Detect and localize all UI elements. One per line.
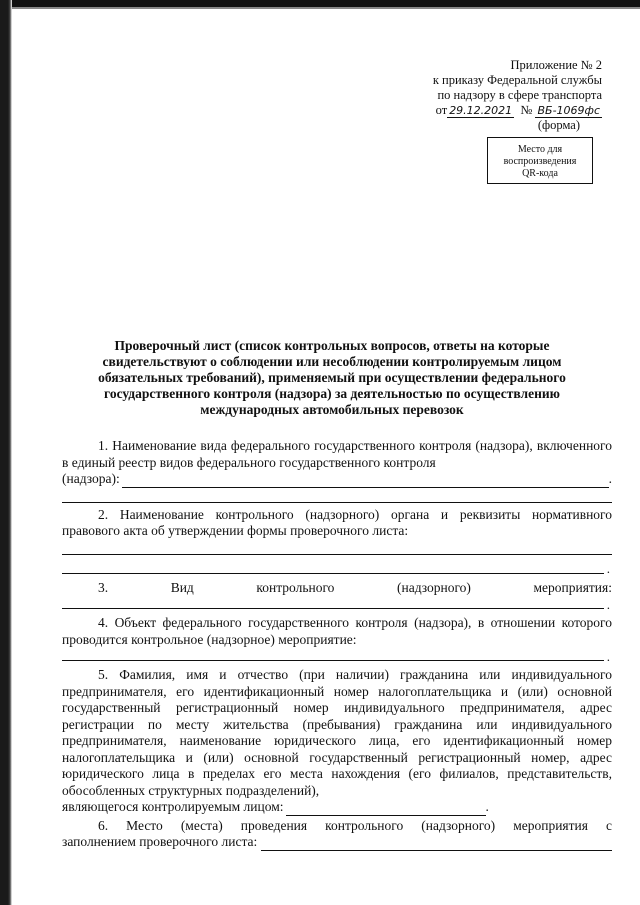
item-2-text: 2. Наименование контрольного (надзорного) органа и реквизиты нормативного правового акта об утверждении формы проверочного листа:: [62, 506, 612, 538]
item-2-field-line-2[interactable]: [62, 561, 612, 576]
item-6-text: 6. Место (места) проведения контрольного (надзорного) мероприятия с: [98, 817, 612, 833]
item-5-period: .: [485, 799, 489, 814]
annex-header: [402, 58, 602, 133]
item-4-period: .: [606, 648, 610, 664]
qr-line-2: воспроизведения: [503, 155, 577, 167]
form-body: [62, 438, 612, 851]
title-line-2: свидетельствуют о соблюдении или несоблюдении контролируемым лицом: [102, 354, 562, 369]
title-line-3: обязательных требований), применяемый при осуществлении федерального: [98, 370, 566, 385]
form-label: (форма): [537, 118, 580, 132]
order-date: 29.12.2021: [449, 104, 513, 117]
item-3-field-line[interactable]: [62, 596, 612, 612]
item-3-period: .: [606, 596, 610, 612]
annex-order-line: к приказу Федеральной службы: [432, 73, 602, 87]
item-4-field-line[interactable]: [62, 648, 612, 664]
item-6-field[interactable]: [261, 838, 612, 851]
item-5-field[interactable]: [286, 803, 486, 816]
number-label: №: [520, 103, 533, 117]
qr-code-placeholder: [487, 137, 593, 184]
title-line-1: Проверочный лист (список контрольных вопросов, ответы на которые: [114, 338, 550, 353]
annex-date-number-line: [402, 103, 602, 118]
title-line-5: международных автомобильных перевозок: [200, 402, 464, 417]
scan-top-edge: [0, 0, 640, 7]
item-1-text-end: (надзора):: [62, 471, 120, 486]
annex-agency-line: по надзору в сфере транспорта: [437, 88, 602, 102]
item-5-field-row: [62, 799, 612, 816]
scan-top-edge-shadow: [0, 7, 640, 9]
item-5-text-end: являющегося контролируемым лицом:: [62, 799, 284, 814]
title-line-4: государственного контроля (надзора) за деятельностью по осуществлению: [104, 386, 560, 401]
from-label: от: [435, 103, 448, 117]
item-1-period: .: [608, 471, 612, 486]
annex-title: Приложение № 2: [510, 58, 602, 72]
item-5-text: 5. Фамилия, имя и отчество (при наличии) гражданина или индивидуального предпринимателя, его идентификационный номер налогоплательщика и (или) основной государственный регистрационный номер индивидуального предпринимателя, адрес регистрации по месту жительства (пребывания) гражданина или индивидуального предпринимателя, наименование юридического лица, его идентификационный номер налогоплательщика и (или) основной государственный регистрационный номер, адрес юридического лица в пределах его места нахождения (его филиалов, представительств, обособленных структурных подразделений),: [62, 667, 612, 798]
item-2-period: .: [606, 561, 610, 576]
scan-left-edge: [0, 0, 12, 905]
item-1-field[interactable]: [122, 475, 609, 488]
item-1-field-row: [62, 471, 612, 488]
qr-line-1: Место для: [517, 143, 563, 155]
item-1-extra-line[interactable]: [62, 494, 612, 505]
item-6-field-row: [62, 834, 612, 851]
document-title: [62, 338, 602, 418]
item-6-text-end: заполнением проверочного листа:: [62, 834, 258, 849]
item-4-text: 4. Объект федерального государственного контроля (надзора), в отношении которого проводится контрольное (надзорное) мероприятие:: [62, 615, 612, 647]
item-2-field-line-1[interactable]: [62, 546, 612, 557]
order-number: ВБ-1069фс: [537, 104, 600, 117]
item-1-text: 1. Наименование вида федерального государственного контроля (надзора), включенного в единый реестр видов федерального государственного контроля: [62, 438, 612, 470]
qr-line-3: QR-кода: [522, 167, 558, 179]
item-3-text: 3. Вид контрольного (надзорного) мероприятия:: [98, 579, 612, 595]
